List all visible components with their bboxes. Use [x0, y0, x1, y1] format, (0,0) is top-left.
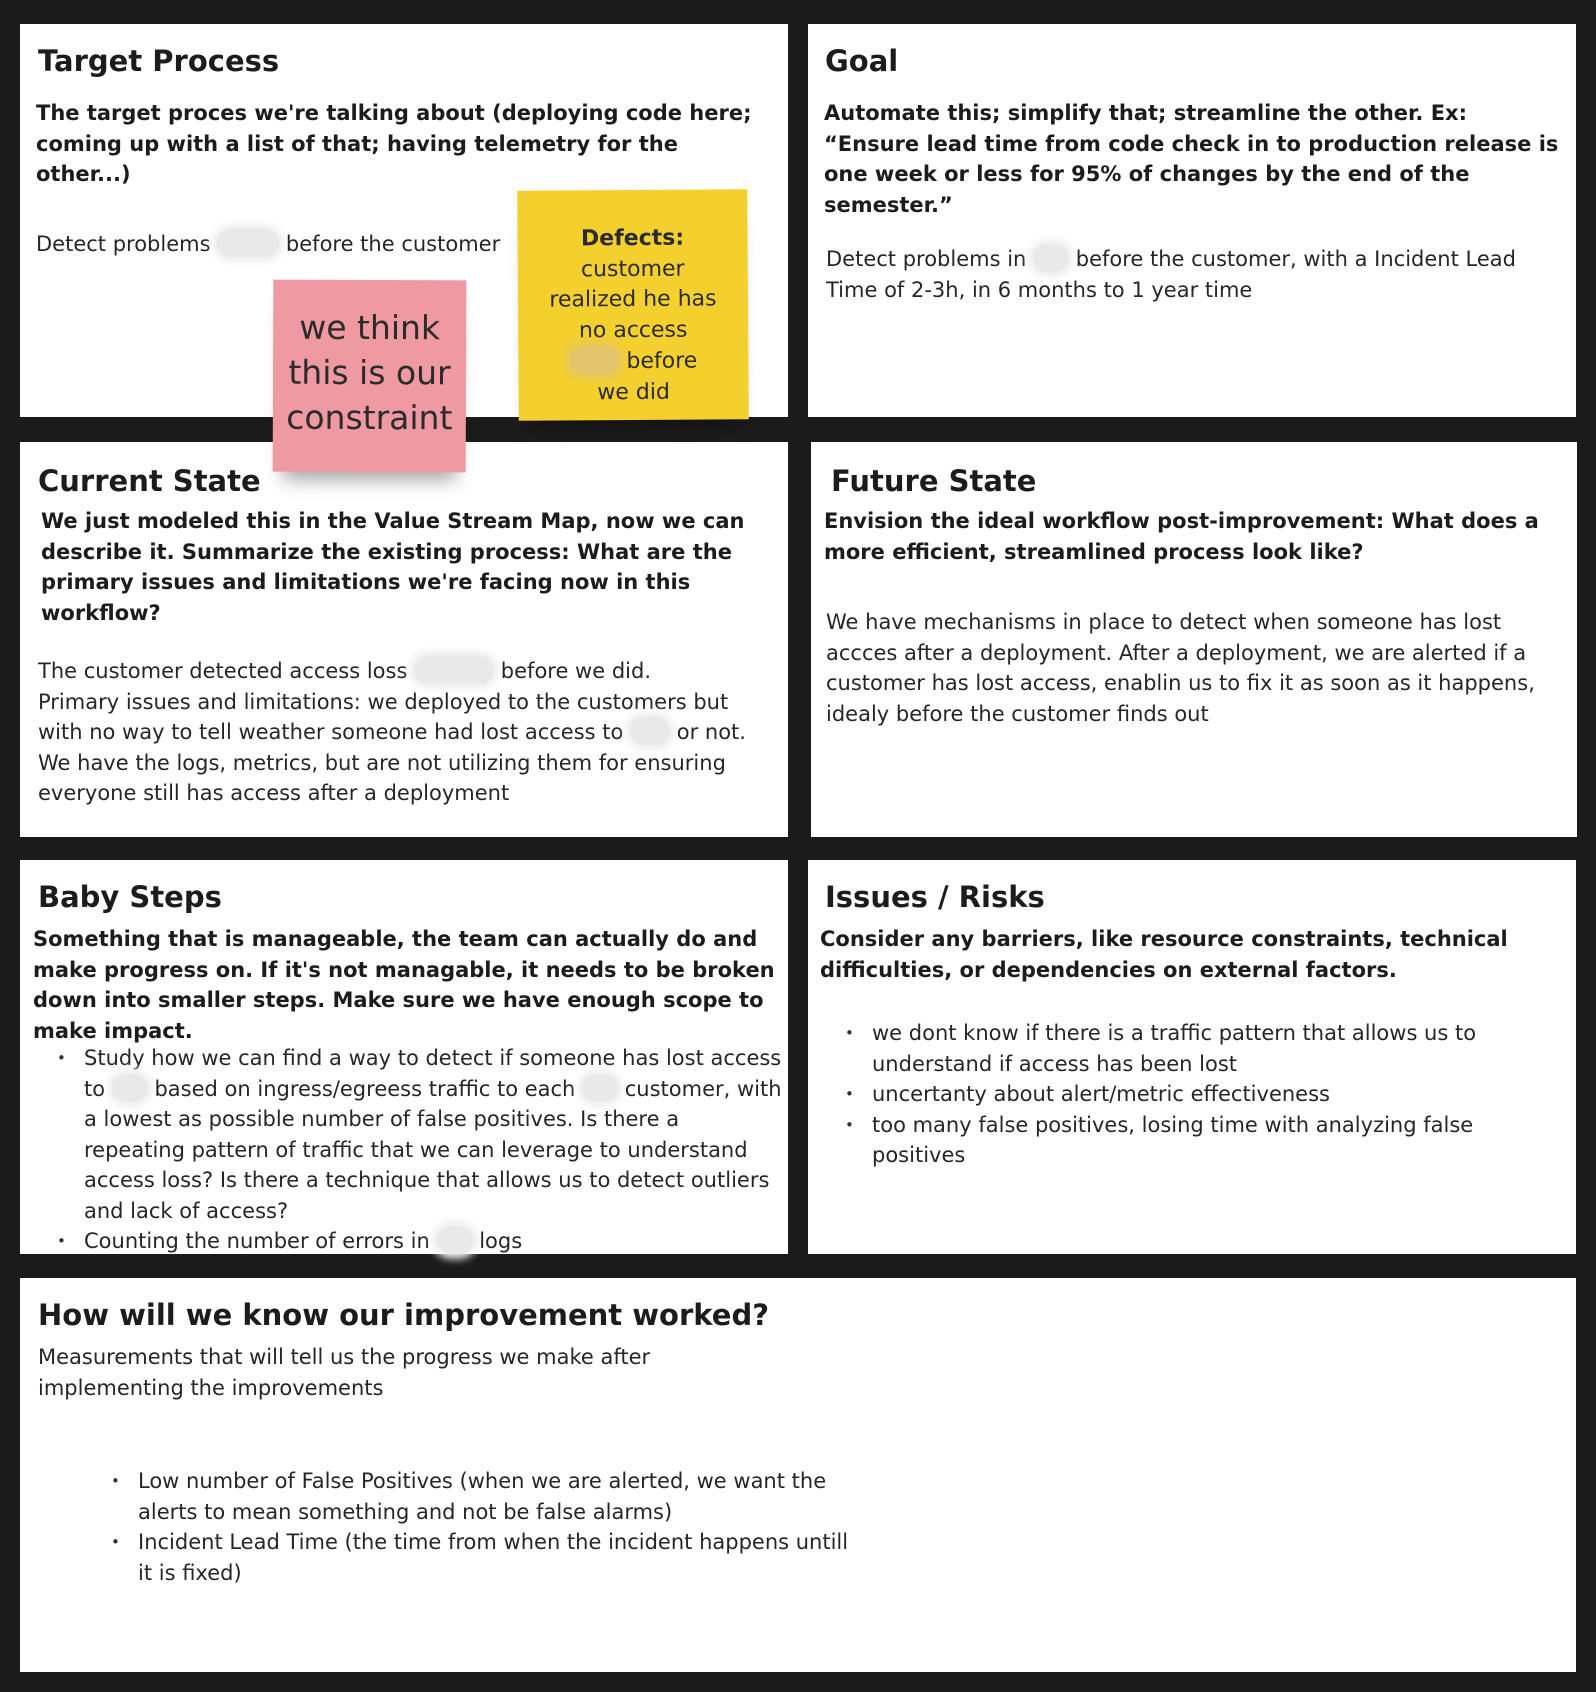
sticky-note-constraint-text: we think this is our constraint	[286, 307, 453, 438]
sticky-note-defects[interactable]	[517, 189, 749, 421]
improvement-subtitle: Measurements that will tell us the progress we make after implementing the improvements	[38, 1345, 651, 1400]
redacted-blur	[437, 1226, 473, 1254]
target-process-text-b: before the customer	[285, 232, 501, 256]
goal-text	[826, 244, 1561, 305]
current-state-line-1-a: The customer detected access loss	[38, 659, 408, 683]
redacted-blur	[1033, 244, 1069, 272]
baby-steps-item-1-a: Study how we can find a way to detect if someone has lost access to	[84, 1046, 782, 1101]
issues-risks-title: Issues / Risks	[825, 880, 1045, 914]
list-item	[60, 1043, 785, 1226]
improvement-title: How will we know our improvement worked?	[38, 1298, 770, 1332]
improvement-panel	[20, 1278, 1576, 1672]
goal-text-a: Detect problems in	[826, 247, 1027, 271]
issues-risks-subtitle: Consider any barriers, like resource constraints, technical difficulties, or dependencies on external factors.	[820, 927, 1508, 982]
future-state-panel	[811, 442, 1577, 837]
current-state-text	[38, 656, 778, 809]
baby-steps-title: Baby Steps	[38, 880, 222, 914]
baby-steps-item-2-b: logs	[479, 1229, 523, 1253]
current-state-line-2-b: or not. We have the logs, metrics, but are not utilizing them for ensuring everyone still has access after a deployment	[38, 720, 746, 805]
target-process-text-a: Detect problems	[36, 232, 211, 256]
redacted-blur	[414, 656, 494, 684]
baby-steps-subtitle: Something that is manageable, the team can actually do and make progress on. If it's not managable, it needs to be broken down into smaller steps. Make sure we have enough scope to make impact.	[33, 927, 775, 1043]
issues-risks-list	[848, 1018, 1563, 1171]
goal-panel	[808, 24, 1576, 417]
sticky-note-constraint[interactable]	[273, 280, 467, 473]
redacted-blur	[112, 1074, 148, 1102]
current-state-panel	[20, 442, 788, 837]
future-state-subtitle: Envision the ideal workflow post-improvement: What does a more efficient, streamlined process look like?	[824, 509, 1539, 564]
goal-subtitle: Automate this; simplify that; streamline the other. Ex: “Ensure lead time from code check in to production release is one week or less for 95% of changes by the end of the semester.”	[824, 101, 1559, 217]
list-item: • too many false positives, losing time with analyzing false positives	[848, 1110, 1563, 1171]
list-item: • we dont know if there is a traffic pattern that allows us to understand if access has been lost	[848, 1018, 1563, 1079]
target-process-text	[36, 229, 516, 260]
list-item: • Incident Lead Time (the time from when the incident happens untill it is fixed)	[114, 1527, 854, 1588]
baby-steps-list	[60, 1043, 785, 1257]
baby-steps-panel	[20, 860, 788, 1254]
sticky-note-defects-text-a: customer realized he has no access	[549, 256, 717, 343]
sticky-note-defects-text-b: before we did	[597, 348, 698, 405]
current-state-line-1-b: before we did.	[500, 659, 651, 683]
redacted-blur	[582, 1074, 618, 1102]
improvement-list	[114, 1466, 854, 1588]
redacted-blur	[217, 229, 279, 257]
baby-steps-item-2-a: Counting the number of errors in	[84, 1229, 430, 1253]
sticky-note-defects-line	[518, 345, 748, 409]
target-process-subtitle: The target proces we're talking about (deploying code here; coming up with a list of that; having telemetry for the other...)	[36, 101, 752, 186]
list-item: • uncertanty about alert/metric effectiveness	[848, 1079, 1563, 1110]
redacted-blur	[569, 346, 619, 374]
issues-risks-panel	[808, 860, 1576, 1254]
current-state-line-1	[38, 656, 778, 687]
target-process-title: Target Process	[38, 44, 280, 78]
current-state-line-2-a: Primary issues and limitations: we deployed to the customers but with no way to tell weather someone had lost access to	[38, 689, 729, 744]
current-state-subtitle: We just modeled this in the Value Stream Map, now we can describe it. Summarize the existing process: What are the primary issues and limitations we're facing now in this workflow?	[41, 509, 745, 625]
list-item: • Low number of False Positives (when we are alerted, we want the alerts to mean something and not be false alarms)	[114, 1466, 854, 1527]
list-item	[60, 1226, 785, 1257]
goal-title: Goal	[825, 44, 899, 78]
baby-steps-item-1-b: based on ingress/egreess traffic to each	[154, 1076, 576, 1101]
sticky-note-defects-heading: Defects:	[580, 225, 685, 252]
current-state-line-2	[38, 687, 778, 809]
future-state-text: We have mechanisms in place to detect when someone has lost accces after a deployment. After a deployment, we are alerted if a customer has lost access, enablin us to fix it as soon as it happens, idealy before the customer finds out	[826, 610, 1535, 726]
current-state-title: Current State	[38, 464, 261, 498]
redacted-blur	[630, 717, 670, 745]
baby-steps-item-1-c: customer, with a lowest as possible number of false positives. Is there a repeating pattern of traffic that we can leverage to understand access loss? Is there a technique that allows us to detect outliers and lack of access?	[84, 1076, 782, 1223]
goal-text-b: before the customer, with a Incident Lead Time of 2-3h, in 6 months to 1 year time	[826, 247, 1516, 302]
future-state-title: Future State	[831, 464, 1037, 498]
